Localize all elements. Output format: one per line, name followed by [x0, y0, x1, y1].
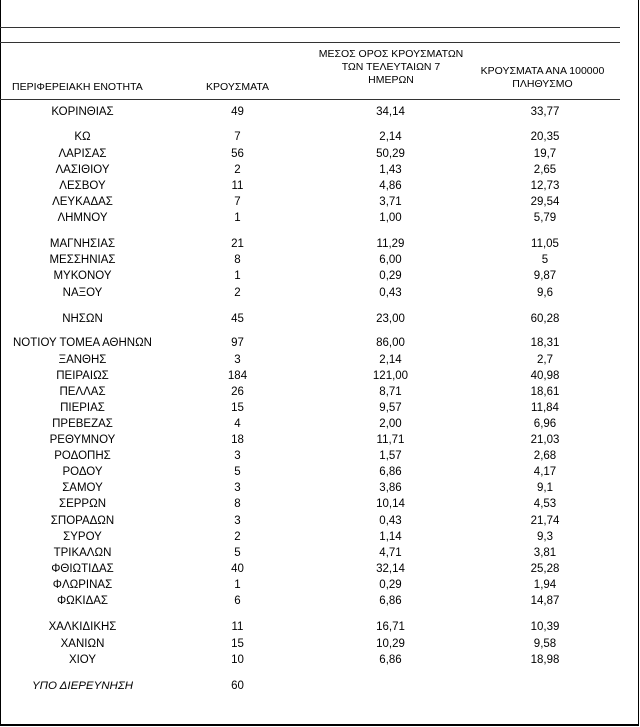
per-100000-cell: 18,31	[530, 337, 560, 349]
average-cell: 10,14	[376, 498, 405, 510]
region-cell: ΡΕΘΥΜΝΟΥ	[49, 434, 116, 446]
cases-cell: 1	[234, 579, 241, 591]
region-cell: ΧΑΛΚΙΔΙΚΗΣ	[48, 621, 117, 633]
table-row	[0, 270, 640, 286]
cases-cell: 15	[231, 402, 244, 414]
per-100000-cell: 2,7	[537, 354, 553, 366]
cases-cell: 8	[234, 254, 241, 266]
per-100000-cell: 4,17	[533, 466, 557, 478]
table-row	[0, 563, 640, 579]
average-cell: 2,00	[379, 418, 402, 430]
cases-cell: 1	[234, 270, 241, 282]
cases-cell: 8	[234, 498, 241, 510]
per-100000-cell: 18,98	[530, 654, 560, 666]
per-100000-cell: 19,7	[533, 148, 557, 160]
average-cell: 3,86	[379, 482, 402, 494]
cases-cell: 2	[234, 531, 241, 543]
table-row	[0, 148, 640, 164]
header-average-line3: ΗΜΕΡΩΝ	[368, 74, 414, 86]
average-cell: 1,00	[379, 212, 402, 224]
region-cell: ΛΗΜΝΟΥ	[57, 212, 108, 224]
per-100000-cell: 18,61	[530, 386, 560, 398]
region-cell: ΚΟΡΙΝΘΙΑΣ	[51, 106, 114, 118]
table-row	[0, 680, 640, 696]
cases-cell: 11	[231, 621, 244, 633]
per-100000-cell: 4,53	[533, 498, 557, 510]
table-row	[0, 354, 640, 370]
average-cell: 32,14	[376, 563, 405, 575]
per-100000-cell: 33,77	[530, 106, 560, 118]
per-100000-cell: 14,87	[530, 595, 560, 607]
region-cell: ΞΑΝΘΗΣ	[58, 354, 107, 366]
average-cell: 4,86	[379, 180, 402, 192]
region-cell: ΠΙΕΡΙΑΣ	[60, 402, 105, 414]
region-cell: ΣΥΡΟΥ	[63, 531, 102, 543]
average-cell: 0,29	[379, 579, 402, 591]
region-cell: ΣΕΡΡΩΝ	[58, 498, 107, 510]
average-cell: 121,00	[372, 370, 409, 382]
per-100000-cell: 6,96	[533, 418, 557, 430]
table-row	[0, 450, 640, 466]
per-100000-cell: 9,6	[537, 287, 553, 299]
region-cell: ΠΡΕΒΕΖΑΣ	[52, 418, 113, 430]
region-cell: ΚΩ	[74, 131, 91, 143]
table-row	[0, 466, 640, 482]
region-cell: ΛΕΥΚΑΔΑΣ	[52, 196, 113, 208]
header-cases: ΚΡΟΥΣΜΑΤΑ	[206, 81, 269, 93]
header-average-line1: ΜΕΣΟΣ ΟΡΟΣ ΚΡΟΥΣΜΑΤΩΝ	[318, 48, 464, 60]
table-row	[0, 498, 640, 514]
region-cell: ΡΟΔΟΥ	[62, 466, 103, 478]
per-100000-cell: 21,03	[530, 434, 560, 446]
region-cell: ΦΛΩΡΙΝΑΣ	[52, 579, 113, 591]
per-100000-cell: 11,84	[531, 402, 559, 414]
cases-cell: 184	[227, 370, 248, 382]
region-cell: ΠΕΛΛΑΣ	[59, 386, 106, 398]
table-row	[0, 579, 640, 595]
cases-cell: 21	[231, 238, 244, 250]
per-100000-cell: 2,65	[533, 164, 557, 176]
per-100000-cell: 60,28	[530, 313, 560, 325]
per-100000-cell: 9,1	[537, 482, 553, 494]
per-100000-cell: 29,54	[530, 196, 560, 208]
cases-cell: 40	[231, 563, 244, 575]
average-cell: 16,71	[376, 621, 405, 633]
average-cell: 11,29	[376, 238, 405, 250]
cases-cell: 3	[234, 515, 241, 527]
per-100000-cell: 10,39	[530, 621, 560, 633]
per-100000-cell: 21,74	[530, 515, 560, 527]
per-100000-cell: 5,79	[533, 212, 557, 224]
average-cell: 0,43	[379, 515, 402, 527]
table-row	[0, 482, 640, 498]
table-row	[0, 547, 640, 563]
region-cell: ΝΗΣΩΝ	[62, 313, 103, 325]
table-row	[0, 212, 640, 228]
table-row	[0, 434, 640, 450]
region-cell: ΧΙΟΥ	[68, 654, 97, 666]
cases-cell: 3	[234, 482, 241, 494]
per-100000-cell: 9,58	[533, 638, 557, 650]
cases-cell: 3	[234, 354, 241, 366]
region-cell: ΛΑΡΙΣΑΣ	[58, 148, 107, 160]
cases-cell: 97	[231, 337, 244, 349]
table-row	[0, 386, 640, 402]
cases-cell: 6	[234, 595, 241, 607]
average-cell: 6,86	[379, 595, 402, 607]
cases-cell: 7	[234, 196, 241, 208]
average-cell: 4,71	[379, 547, 402, 559]
cases-cell: 10	[231, 654, 244, 666]
cases-cell: 26	[231, 386, 244, 398]
per-100000-cell: 12,73	[530, 180, 560, 192]
region-cell: ΧΑΝΙΩΝ	[60, 638, 105, 650]
average-cell: 2,14	[379, 131, 402, 143]
region-cell: ΝΑΞΟΥ	[62, 287, 103, 299]
table-row	[0, 515, 640, 531]
average-cell: 50,29	[376, 148, 405, 160]
cases-cell: 4	[234, 418, 241, 430]
average-cell: 8,71	[379, 386, 402, 398]
table-row	[0, 402, 640, 418]
average-cell: 6,86	[379, 466, 402, 478]
cases-cell: 5	[234, 466, 241, 478]
table-row	[0, 337, 640, 353]
region-cell: ΦΩΚΙΔΑΣ	[56, 595, 109, 607]
average-cell: 3,71	[379, 196, 402, 208]
average-cell: 1,57	[379, 450, 402, 462]
cases-cell: 2	[234, 164, 241, 176]
per-100000-cell: 2,68	[533, 450, 557, 462]
cases-cell: 49	[231, 106, 244, 118]
per-100000-cell: 5	[541, 254, 549, 266]
per-100000-cell: 20,35	[530, 131, 560, 143]
table-row	[0, 531, 640, 547]
table-row	[0, 654, 640, 670]
cases-cell: 1	[234, 212, 241, 224]
average-cell: 1,14	[379, 531, 402, 543]
per-100000-cell: 11,05	[531, 238, 559, 250]
average-cell: 2,14	[379, 354, 402, 366]
average-cell: 23,00	[376, 313, 405, 325]
region-cell: ΛΕΣΒΟΥ	[59, 180, 106, 192]
table-row	[0, 131, 640, 147]
average-cell: 10,29	[376, 638, 405, 650]
per-100000-cell: 9,87	[533, 270, 557, 282]
table-row	[0, 287, 640, 303]
average-cell: 34,14	[376, 106, 405, 118]
per-100000-cell: 1,94	[533, 579, 557, 591]
region-cell: ΠΕΙΡΑΙΩΣ	[56, 370, 109, 382]
table-row	[0, 313, 640, 329]
average-cell: 0,43	[379, 287, 402, 299]
average-cell: 6,86	[379, 654, 402, 666]
cases-cell: 18	[231, 434, 244, 446]
table-row	[0, 638, 640, 654]
average-cell: 11,71	[376, 434, 405, 446]
region-cell: ΛΑΣΙΘΙΟΥ	[55, 164, 110, 176]
table-row	[0, 196, 640, 212]
cases-cell: 7	[234, 131, 241, 143]
table-row	[0, 621, 640, 637]
header-per-line1: ΚΡΟΥΣΜΑΤΑ ΑΝΑ 100000	[480, 65, 605, 77]
cases-cell: 2	[234, 287, 241, 299]
average-cell: 9,57	[379, 402, 402, 414]
per-100000-cell: 3,81	[533, 547, 557, 559]
table-row	[0, 418, 640, 434]
header-per-line2: ΠΛΗΘΥΣΜΟ	[512, 78, 573, 90]
region-cell: ΥΠΟ ΔΙΕΡΕΥΝΗΣΗ	[31, 680, 134, 692]
header-average-line2: ΤΩΝ ΤΕΛΕΥΤΑΙΩΝ 7	[341, 61, 441, 73]
cases-cell: 5	[234, 547, 241, 559]
table-row	[0, 370, 640, 386]
average-cell: 6,00	[379, 254, 402, 266]
table-row	[0, 595, 640, 611]
average-cell: 0,29	[379, 270, 402, 282]
cases-cell: 15	[231, 638, 244, 650]
table-row	[0, 254, 640, 270]
per-100000-cell: 25,28	[530, 563, 560, 575]
cases-cell: 56	[231, 148, 244, 160]
region-cell: ΡΟΔΟΠΗΣ	[54, 450, 111, 462]
cases-cell: 11	[231, 180, 244, 192]
table-row	[0, 106, 640, 122]
table-row	[0, 238, 640, 254]
region-cell: ΤΡΙΚΑΛΩΝ	[53, 547, 112, 559]
average-cell: 1,43	[379, 164, 402, 176]
region-cell: ΜΑΓΝΗΣΙΑΣ	[49, 238, 116, 250]
table-row	[0, 180, 640, 196]
region-cell: ΜΕΣΣΗΝΙΑΣ	[49, 254, 116, 266]
region-cell: ΣΑΜΟΥ	[62, 482, 103, 494]
region-cell: ΣΠΟΡΑΔΩΝ	[50, 515, 115, 527]
cases-cell: 45	[231, 313, 244, 325]
average-cell: 86,00	[376, 337, 405, 349]
table-row	[0, 164, 640, 180]
cases-cell: 3	[234, 450, 241, 462]
cases-cell: 60	[231, 680, 244, 692]
per-100000-cell: 9,3	[537, 531, 553, 543]
region-cell: ΦΘΙΩΤΙΔΑΣ	[51, 563, 114, 575]
header-region: ΠΕΡΙΦΕΡΕΙΑΚΗ ΕΝΟΤΗΤΑ	[12, 81, 143, 93]
region-cell: ΝΟΤΙΟΥ ΤΟΜΕΑ ΑΘΗΝΩΝ	[13, 337, 152, 349]
region-cell: ΜΥΚΟΝΟΥ	[53, 270, 112, 282]
per-100000-cell: 40,98	[530, 370, 560, 382]
